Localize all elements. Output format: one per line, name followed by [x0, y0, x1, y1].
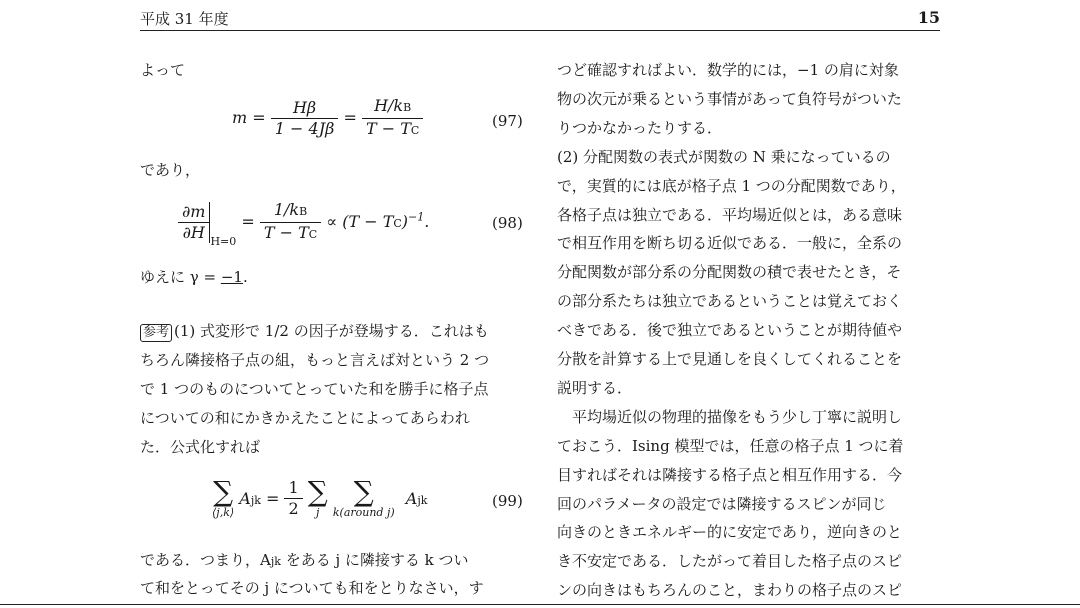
- tail-line-1: である．つまり，Ajk をある j に隣接する k つい: [140, 551, 469, 569]
- note-badge: 参考: [140, 324, 172, 342]
- right-line: き不安定である．したがって着目した格子点のスピ: [557, 552, 903, 571]
- eq99-number: (99): [492, 492, 523, 510]
- right-line: 分散を計算する上で見通しを良くしてくれることを: [557, 350, 903, 368]
- right-line: 目すればそれは隣接する格子点と相互作用する．今: [557, 465, 903, 484]
- right-line: 説明する．: [557, 378, 633, 397]
- note-line-4: についての和にかきかえたことによってあらわれ: [140, 409, 470, 427]
- text-gamma: ゆえに γ = −1.: [140, 268, 248, 286]
- text-yotte: よって: [140, 61, 186, 79]
- right-line: 分配関数が部分系の分配関数の積で表せたとき，そ: [557, 263, 902, 282]
- note-line-2: ちろん隣接格子点の組，もっと言えば対という 2 つ: [140, 351, 490, 369]
- equation-98: $\frac{\partial m}{\partial H}$ $_{H=0}$ = $\frac{1/kB}{T - TC}$ ∝ (T − TC)$^{-1}$.: [178, 200, 429, 248]
- right-line: ンの向きはもちろんのこと，まわりの格子点のスピ: [557, 581, 903, 600]
- eq98-number: (98): [492, 214, 523, 232]
- note-line-3: で 1 つのものについてとっていた和を勝手に格子点: [140, 380, 489, 398]
- bottom-edge: [0, 604, 1080, 605]
- text-deari: であり，: [140, 161, 201, 179]
- eq98-frac: $\frac{1/kB}{T - TC}$: [260, 200, 321, 245]
- right-line: 物の次元が乗るという事情があって負符号がついた: [557, 89, 902, 108]
- eq97-number: (97): [492, 112, 523, 130]
- eq99-sum2: ∑ j: [307, 475, 328, 519]
- eq97-frac1: [271, 98, 339, 139]
- right-line: (2) 分配関数の表式が関数の N 乗になっているの: [557, 147, 891, 166]
- eq99-sum1: ∑ ⟨j,k⟩: [212, 475, 235, 519]
- eq97-frac2: [362, 96, 423, 141]
- eq97-f2-num: H/kB: [362, 96, 423, 119]
- eq97-f2-den: T − TC: [365, 119, 420, 138]
- equation-97: m = $\frac{H\beta}{1 - 4J\beta}$ = $\frac{H/kB}{T - TC}$: [232, 96, 423, 141]
- eq97-f1-den: 1 − 4Jβ: [274, 119, 335, 138]
- page-number: 15: [917, 8, 940, 27]
- eq98-derivative: $\frac{\partial m}{\partial H}$: [178, 202, 210, 243]
- right-line: べきである．後で独立であるということが期待値や: [557, 321, 903, 340]
- right-line: ておこう．Ising 模型では，任意の格子点 1 つに着: [557, 436, 904, 455]
- right-line: 回のパラメータの設定では隣接するスピンが同じ: [557, 494, 887, 513]
- right-line: 向きのときエネルギー的に安定であり，逆向きのと: [557, 523, 903, 542]
- right-line: 各格子点は独立である．平均場近似とは，ある意味: [557, 205, 903, 224]
- right-line: で，実質的には底が格子点 1 つの分配関数であり，: [557, 176, 906, 195]
- equation-99: ∑ ⟨j,k⟩ Ajk = $\frac{1}{2}$ ∑ j ∑ k(around j) Ajk: [212, 475, 428, 519]
- eq97-f1-num: Hβ: [271, 98, 339, 119]
- right-line: りつかなかったりする．: [557, 118, 723, 137]
- right-line: 平均場近似の物理的描像をもう少し丁寧に説明し: [557, 407, 903, 426]
- header-rule: [140, 30, 940, 31]
- note-line-5: た．公式化すれば: [140, 438, 261, 456]
- header-year: 平成 31 年度: [140, 10, 229, 28]
- eq97-lhs: m: [232, 108, 248, 127]
- eq99-half: $\frac{1}{2}$: [284, 478, 302, 519]
- gamma-value: −1: [220, 268, 243, 286]
- eq98-prop: ∝ (T − TC)$^{-1}$.: [326, 210, 430, 231]
- eq99-sum3: ∑ k(around j): [332, 475, 395, 519]
- note-line-1: 参考 (1) 式変形で 1/2 の因子が登場する．これはも: [140, 321, 489, 342]
- page-header: [140, 6, 940, 30]
- right-line: で相互作用を断ち切る近似である．一般に，全系の: [557, 234, 903, 253]
- right-line: つど確認すればよい．数学的には，−1 の肩に対象: [557, 61, 899, 79]
- tail-line-2: て和をとってその j についても和をとりなさい，す: [140, 579, 484, 597]
- right-line: の部分系たちは独立であるということは覚えておく: [557, 292, 903, 311]
- eq98-eval-sub: H=0: [210, 235, 237, 248]
